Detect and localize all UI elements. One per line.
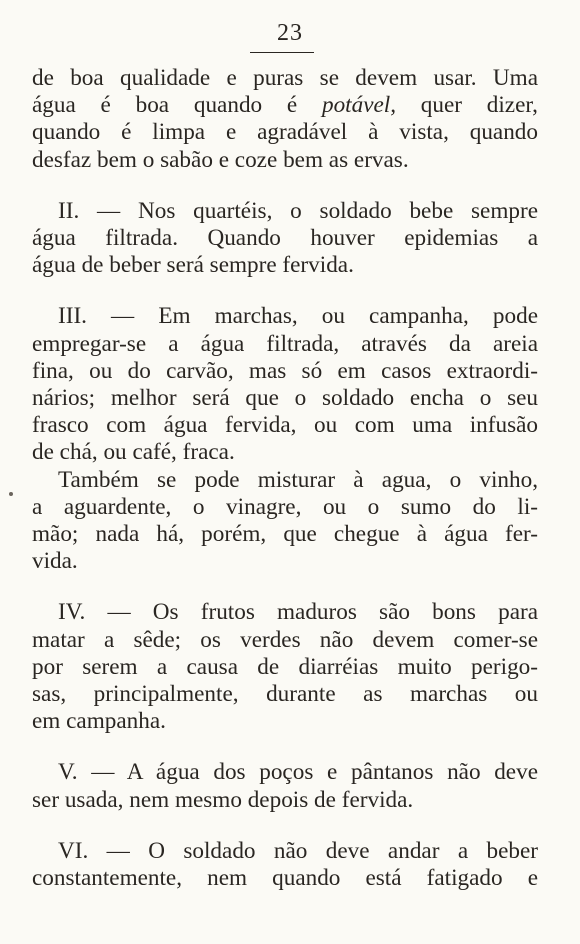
paragraph-rule-vi — [32, 838, 538, 892]
text-line: IV. — Os frutos maduros são bons para — [58, 599, 538, 626]
text-line: II. — Nos quartéis, o soldado bebe sempre — [58, 197, 538, 224]
text-line: quando é limpa e agradável à vista, quando — [32, 119, 538, 146]
text-line: ser usada, nem mesmo depois de fervida. — [32, 786, 414, 813]
text-line: empregar-se a água filtrada, através da areia — [32, 330, 538, 357]
text-line: por serem a causa de diarréias muito perigo- — [32, 653, 538, 680]
text-line: III. — Em marchas, ou campanha, pode — [58, 303, 538, 330]
page-number: 23 — [277, 20, 303, 46]
text-line: fina, ou do carvão, mas só em casos extraordi- — [32, 357, 538, 384]
text-line: constantemente, nem quando está fatigado e — [32, 865, 538, 892]
ink-speck — [9, 492, 13, 496]
text-line: sas, principalmente, durante as marchas ou — [32, 681, 538, 708]
paragraph-rule-ii — [32, 198, 538, 280]
text-line: VI. — O soldado não deve andar a beber — [58, 837, 538, 864]
text-line: V. — A água dos poços e pântanos não deve — [58, 759, 538, 786]
text-line: mão; nada há, porém, que chegue à água fer- — [32, 521, 538, 548]
body-text — [32, 65, 538, 892]
paragraph-rule-v — [32, 759, 538, 813]
text-line: água de beber será sempre fervida. — [32, 252, 354, 279]
paragraph-rule-iv — [32, 599, 538, 735]
text-line: água filtrada. Quando houver epidemias a — [32, 225, 538, 252]
text-line: nários; melhor será que o soldado encha o seu — [32, 385, 538, 412]
text-line: Também se pode misturar à agua, o vinho, — [58, 466, 538, 493]
text-line: de boa qualidade e puras se devem usar. Uma — [32, 65, 538, 91]
text-line: em campanha. — [32, 708, 166, 735]
emphasized-word: potável, — [321, 92, 397, 119]
text-line: frasco com água fervida, ou com uma infusão — [32, 412, 538, 439]
text-line: a aguardente, o vinagre, ou o sumo do li- — [32, 493, 538, 520]
text-line-with-emphasis: água é boa quando é potável, quer dizer, — [32, 92, 538, 119]
paragraph-rule-iii — [32, 303, 538, 466]
paragraph-continuation — [32, 65, 538, 174]
header-rule — [250, 52, 314, 53]
page-header — [0, 20, 580, 46]
text-line: matar a sêde; os verdes não devem comer-se — [32, 626, 538, 653]
text-line: vida. — [32, 548, 78, 575]
paragraph-tambem — [32, 467, 538, 576]
text-line: de chá, ou café, fraca. — [32, 439, 235, 466]
text-line: desfaz bem o sabão e coze bem as ervas. — [32, 146, 409, 173]
